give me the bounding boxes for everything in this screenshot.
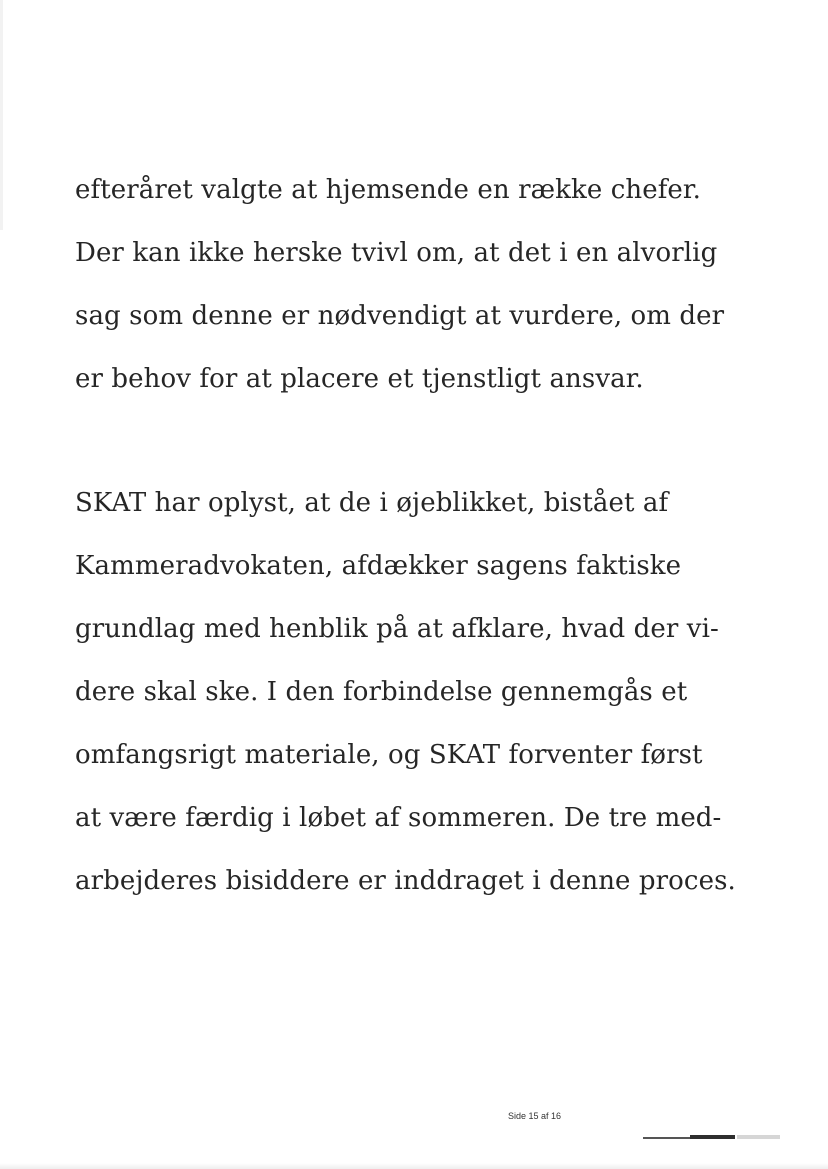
scan-edge [0,0,3,230]
page-number: Side 15 af 16 [508,1111,562,1121]
text-line: arbejderes bisiddere er inddraget i denne proces. [75,866,736,896]
scan-edge [0,1163,828,1169]
text-line: Der kan ikke herske tvivl om, at det i en alvorlig [75,238,718,268]
text-line: omfangsrigt materiale, og SKAT forventer først [75,740,703,770]
text-line: dere skal ske. I den forbindelse gennemgås et [75,677,688,707]
footer-mark [643,1137,693,1139]
text-line: Kammeradvokaten, afdækker sagens faktiske [75,551,682,581]
footer-mark [737,1135,780,1139]
text-line: er behov for at placere et tjenstligt ansvar. [75,364,644,394]
text-line: efteråret valgte at hjemsende en række chefer. [75,175,701,205]
text-line: grundlag med henblik på at afklare, hvad der vi- [75,614,719,644]
text-line: at være færdig i løbet af sommeren. De tre med- [75,803,722,833]
text-line: sag som denne er nødvendigt at vurdere, om der [75,301,725,331]
text-line: SKAT har oplyst, at de i øjeblikket, bistået af [75,488,669,518]
footer-mark [690,1135,735,1139]
